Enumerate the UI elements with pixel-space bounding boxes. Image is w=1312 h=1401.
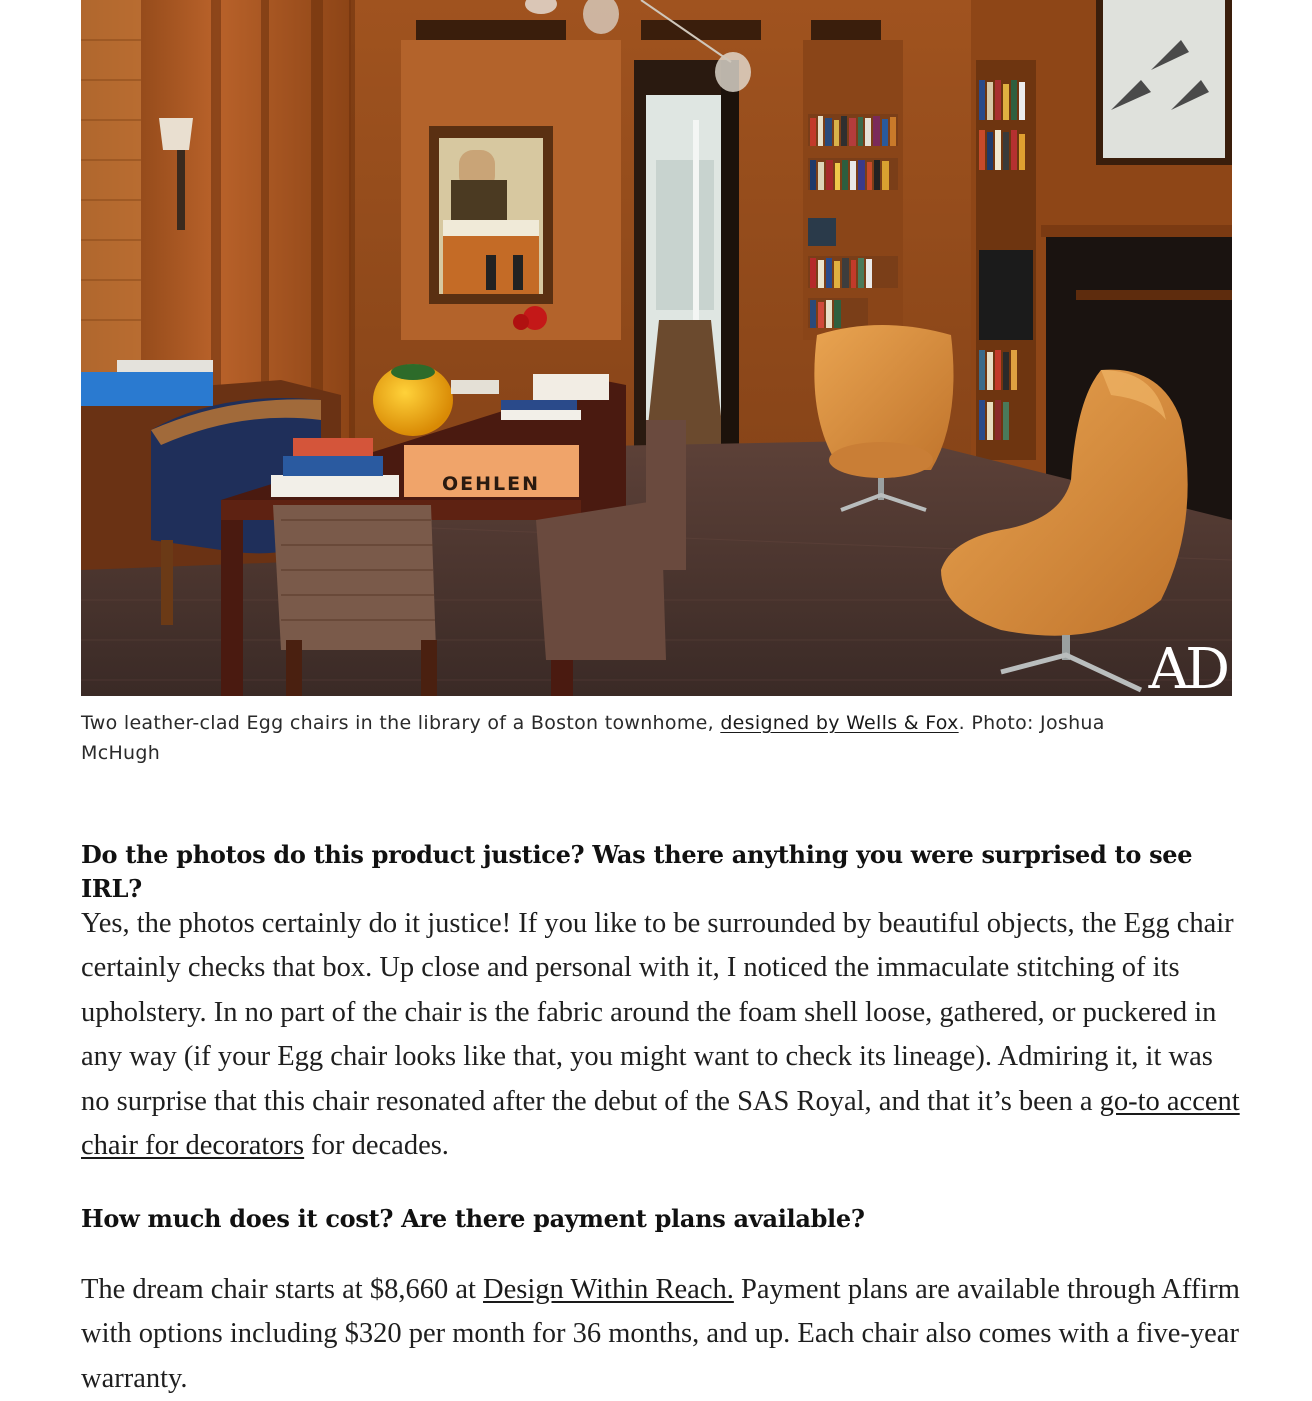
answer-text: Yes, the photos certainly do it justice! If you like to be surrounded by beautiful objects, the Egg chair certainly checks that box. Up close and personal with it, I noticed the immaculate stitching of its upholstery. In no part of the chair is the fabric around the foam shell loose, gathered, or puckered in any way (if your Egg chair looks like that, you might want to check its lineage). Admiring it, it was no surprise that this chair resonated after the debut of the SAS Royal, and that it’s been a (81, 908, 1234, 1117)
ad-watermark-logo: AD (1148, 637, 1226, 696)
question-heading-photos: Do the photos do this product justice? Was there anything you were surprised to see IRL? (81, 840, 1193, 903)
article-body (81, 0, 1240, 1394)
photo-caption (81, 708, 1181, 768)
answer-paragraph-cost (81, 1268, 1241, 1401)
accent-chair-link[interactable]: go-to accent chair for decorators (81, 1085, 1240, 1162)
hero-photo (81, 0, 1232, 696)
caption-credit: . Photo: Joshua McHugh (81, 712, 1105, 764)
question-heading-cost: How much does it cost? Are there payment plans available? (81, 1204, 865, 1233)
design-within-reach-link[interactable]: Design Within Reach. (483, 1274, 734, 1305)
answer-paragraph-photos (81, 902, 1241, 1168)
answer-text: The dream chair starts at $8,660 at (81, 1274, 484, 1305)
caption-text: Two leather-clad Egg chairs in the library of a Boston townhome, (81, 712, 721, 734)
caption-designer-link[interactable]: designed by Wells & Fox (720, 712, 959, 734)
book-label-oehlen: OEHLEN (441, 473, 541, 495)
answer-text-end: Payment plans are available through Affirm with options including $320 per month for 36 months, and up. Each chair also comes with a five-year warranty. (81, 1274, 1240, 1394)
answer-text-end: for decades. (304, 1130, 449, 1162)
library-room-illustration (81, 0, 1232, 696)
